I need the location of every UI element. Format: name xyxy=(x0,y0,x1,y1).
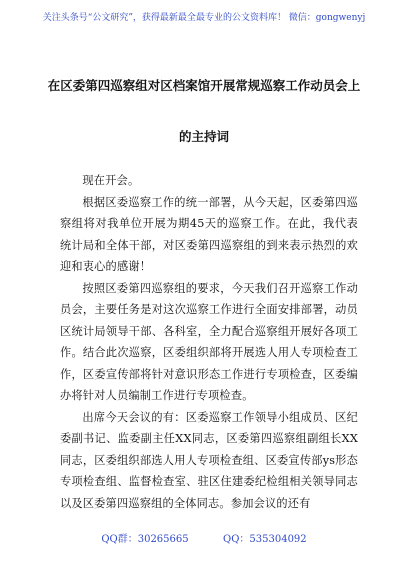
document-title-line-2: 的主持词 xyxy=(178,129,229,144)
footer-qq-group: QQ群：30265665 xyxy=(101,534,189,545)
paragraph: 出席今天会议的有：区委巡察工作领导小组成员、区纪委副书记、监委副主任XX同志，区委第四巡察组副组长XX同志，区委组织部选人用人专项检查组、区委宣传部ys形态专项检查组、监督检查室、驻区住建委纪检组相关领导同志以及区委第四巡察组的全体同志。参加会议的还有 xyxy=(60,410,358,510)
document-title-line-1: 在区委第四巡察组对区档案馆开展常规巡察工作动员会上 xyxy=(47,78,361,93)
paragraph: 按照区委第四巡察组的要求，今天我们召开巡察工作动员会，主要任务是对这次巡察工作进行全面安排部署，动员区统计局领导干部、各科室，全力配合巡察组开展好各项工作。结合此次巡察，区委组织部将开展选人用人专项检查工作，区委宣传部将针对意识形态工作进行专项检查，区委编办将针对人员编制工作进行专项检查。 xyxy=(60,281,358,402)
paragraph: 根据区委巡察工作的统一部署，从今天起，区委第四巡察组将对我单位开展为期45天的巡察工作。在此，我代表统计局和全体干部，对区委第四巡察组的到来表示热烈的欢迎和衷心的感谢！ xyxy=(60,195,358,273)
footer xyxy=(0,533,408,547)
document-body xyxy=(60,170,358,514)
footer-qq-contact: QQ：535304092 xyxy=(223,534,307,545)
header-note: 关注头条号“公文研究”，获得最新最全最专业的公文资料库！ 微信：gongwenyj xyxy=(42,13,366,23)
paragraph: 现在开会。 xyxy=(82,174,140,187)
